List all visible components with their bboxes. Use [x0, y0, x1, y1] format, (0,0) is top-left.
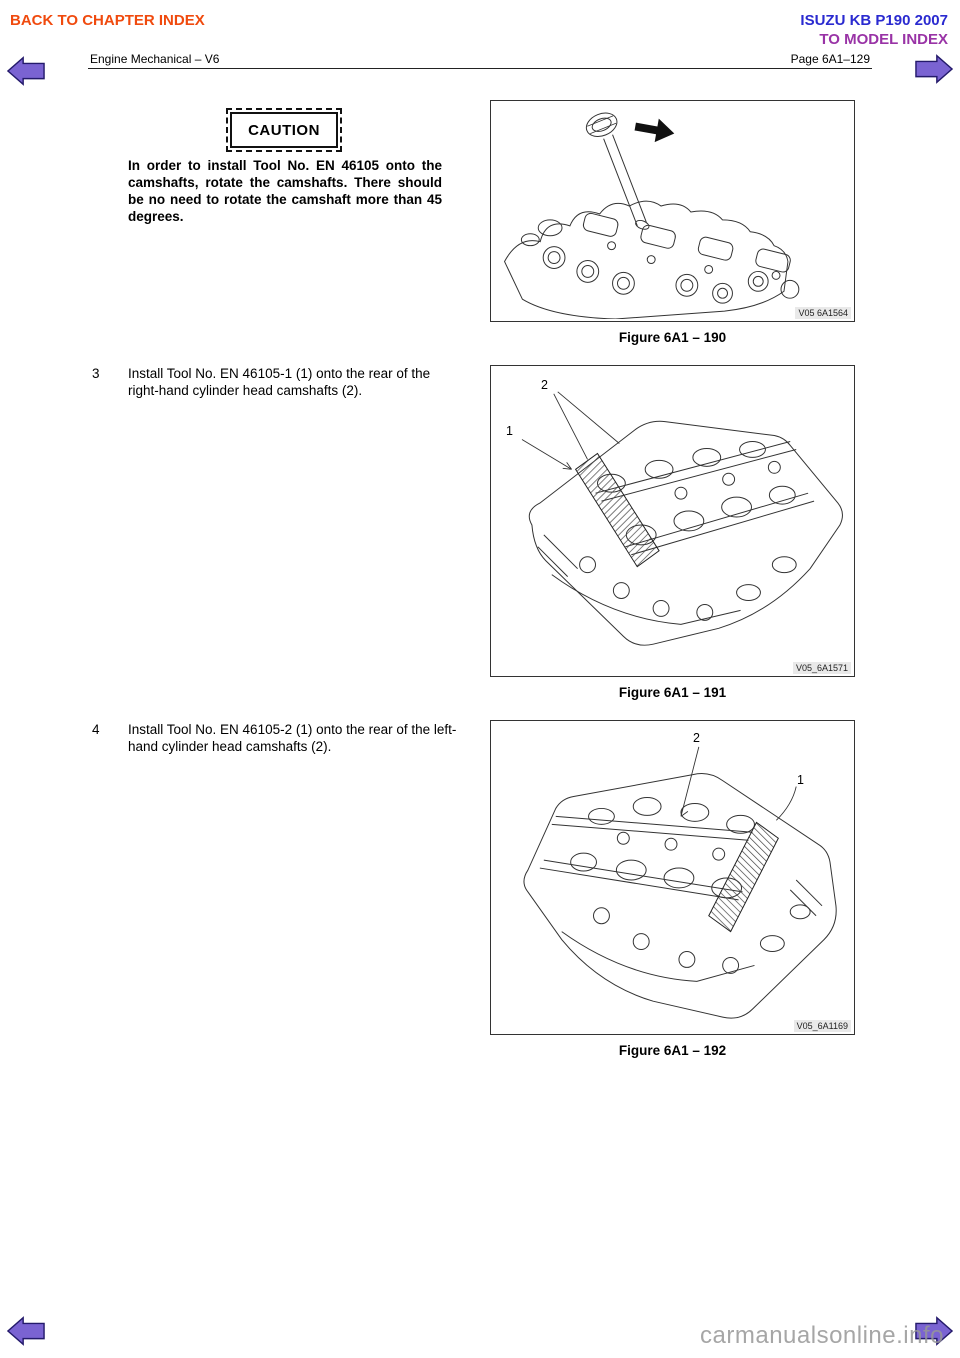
prev-page-arrow-top[interactable] — [7, 56, 45, 91]
figure-6a1-191 — [490, 365, 855, 677]
figure-code: V05_6A1169 — [794, 1020, 851, 1032]
figure-6a1-192 — [490, 720, 855, 1035]
right-cylinder-head-drawing — [491, 366, 854, 674]
model-title-link[interactable]: ISUZU KB P190 2007 — [800, 12, 948, 29]
figure-caption: Figure 6A1 – 192 — [618, 1043, 727, 1058]
figure-caption: Figure 6A1 – 191 — [618, 685, 727, 700]
rotation-direction-arrow-icon — [633, 115, 676, 145]
callout-1: 1 — [797, 773, 804, 787]
arrow-right-icon — [915, 54, 953, 84]
left-cylinder-head-drawing — [491, 721, 854, 1032]
step-text: Install Tool No. EN 46105-2 (1) onto the rear of the left-hand cylinder head camshafts (2). — [128, 722, 457, 754]
back-to-chapter-index-link[interactable]: BACK TO CHAPTER INDEX — [10, 12, 205, 29]
caution-box — [230, 112, 338, 148]
callout-2: 2 — [693, 731, 700, 745]
next-page-arrow-top[interactable] — [915, 54, 953, 89]
arrow-left-icon — [7, 1316, 45, 1346]
section-title: Engine Mechanical – V6 — [90, 52, 220, 66]
callout-2: 2 — [541, 378, 548, 392]
page-number: Page 6A1–129 — [790, 52, 870, 66]
figure-code: V05_6A1571 — [793, 662, 851, 674]
figure-caption: Figure 6A1 – 190 — [618, 330, 727, 345]
caution-text: In order to install Tool No. EN 46105 onto the camshafts, rotate the camshafts. There should be no need to rotate the camshaft more than 45 degrees. — [128, 158, 442, 224]
arrow-left-icon — [7, 56, 45, 86]
step-4 — [92, 721, 464, 755]
callout-1: 1 — [506, 424, 513, 438]
caution-label: CAUTION — [248, 121, 320, 139]
step-number: 3 — [92, 366, 100, 381]
watermark: carmanualsonline.info — [700, 1322, 944, 1349]
prev-page-arrow-bottom[interactable] — [7, 1316, 45, 1351]
to-model-index-link[interactable]: TO MODEL INDEX — [819, 31, 948, 48]
header-rule — [88, 68, 872, 69]
step-number: 4 — [92, 722, 100, 737]
step-text: Install Tool No. EN 46105-1 (1) onto the rear of the right-hand cylinder head camshafts (2). — [128, 366, 431, 398]
camshaft-tool-drawing — [491, 101, 854, 319]
figure-6a1-190 — [490, 100, 855, 322]
figure-code: V05 6A1564 — [795, 307, 851, 319]
step-3 — [92, 365, 464, 399]
